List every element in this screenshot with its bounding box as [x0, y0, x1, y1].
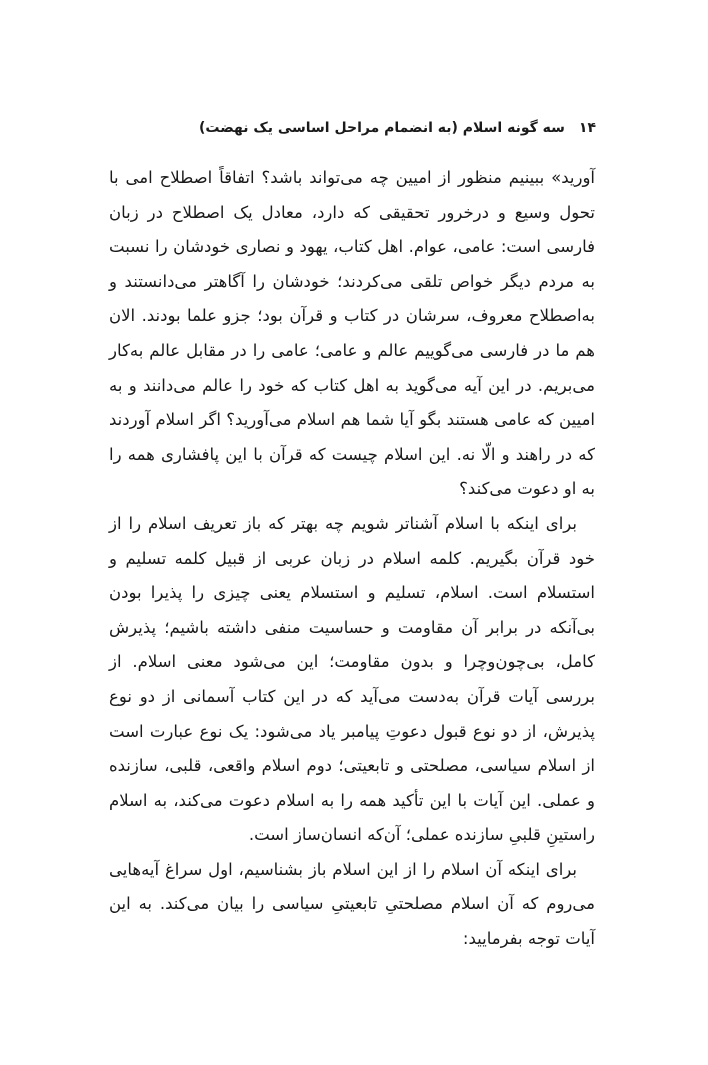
- paragraph-1: آورید» ببینیم منظور از امیین چه می‌تواند باشد؟ اتفاقاً اصطلاح امی با تحول وسیع و درخرور تحقیقی که دارد، معادل یک اصطلاح در زبان فارسی است: عامی، عوام. اهل کتاب، یهود و نصاری خودشان را نسبت به مردم دیگر خواص تلقی می‌کردند؛ خودشان را آگاهتر می‌دانستند و به‌اصطلاح معروف، سرشان در کتاب و قرآن بود؛ جزو علما بودند. الان هم ما در فارسی می‌گوییم عالم و عامی؛ عامی را در مقابل عالم به‌کار می‌بریم. در این آیه می‌گوید به اهل کتاب که خود را عالم می‌دانند و به امیین که عامی هستند بگو آیا شما هم اسلام می‌آورید؟ اگر اسلام آوردند که در راهند و الّا نه. این اسلام چیست که قرآن با این پافشاری همه را به او دعوت می‌کند؟: [109, 168, 595, 499]
- body-text: [109, 161, 595, 957]
- running-head: [108, 118, 596, 138]
- page-number: ۱۴: [578, 120, 596, 136]
- paragraph-2: برای اینکه با اسلام آشناتر شویم چه بهتر که باز تعریف اسلام را از خود قرآن بگیریم. کلمه اسلام در زبان عربی از قبیل کلمه تسلیم و استسلام است. اسلام، تسلیم و استسلام یعنی چیزی را پذیرا بودن بی‌آنکه در برابر آن مقاومت و حساسیت منفی داشته باشیم؛ پذیرش کامل، بی‌چون‌وچرا و بدون مقاومت؛ این می‌شود معنی اسلام. از بررسی آیات قرآن به‌دست می‌آید که در این کتاب آسمانی از دو نوع پذیرش، از دو نوع قبول دعوتِ پیامبر یاد می‌شود: یک نوع عبارت است از اسلام سیاسی، مصلحتی و تابعیتی؛ دوم اسلام واقعی، قلبی، سازنده و عملی. این آیات با این تأکید همه را به اسلام دعوت می‌کند، به اسلام راستینِ قلبیِ سازنده عملی؛ آن‌که انسان‌ساز است.: [109, 513, 595, 845]
- paragraph-3: برای اینکه آن اسلام را از این اسلام باز بشناسیم، اول سراغ آیه‌هایی می‌روم که آن اسلام مصلحتیِ تابعیتیِ سیاسی را بیان می‌کند. به این آیات توجه بفرمایید:: [109, 859, 595, 949]
- running-title: سه گونه اسلام (به انضمام مراحل اساسی یک نهضت): [199, 120, 565, 136]
